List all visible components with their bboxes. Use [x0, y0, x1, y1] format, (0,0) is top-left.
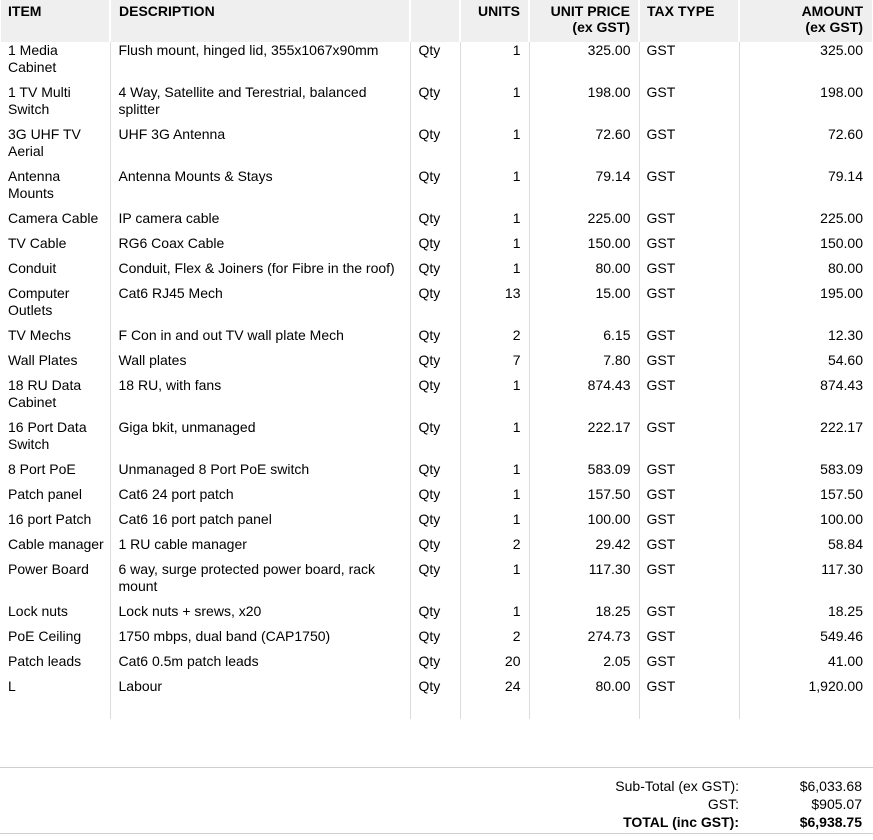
cell-unit-price: 274.73: [529, 628, 639, 653]
cell-units: 1: [460, 511, 529, 536]
cell-description: 1750 mbps, dual band (CAP1750): [110, 628, 410, 653]
spacer-cell: [1, 703, 110, 719]
cell-item: 16 Port Data Switch: [1, 419, 110, 461]
cell-units: 1: [460, 419, 529, 461]
cell-unit-price: 6.15: [529, 327, 639, 352]
cell-unit-price: 18.25: [529, 603, 639, 628]
cell-amount: 54.60: [827, 352, 863, 368]
cell-item: TV Cable: [1, 235, 110, 260]
cell-item: Power Board: [1, 561, 110, 603]
cell-units: 1: [460, 210, 529, 235]
cell-amount: 195.00: [820, 285, 863, 301]
cell-amount: 79.14: [827, 168, 863, 184]
cell-units: 1: [460, 561, 529, 603]
header-unit-blank: [410, 0, 460, 42]
cell-unit: Qty: [410, 84, 460, 126]
totals-section: [0, 767, 873, 840]
cell-units: 1: [460, 126, 529, 168]
cell-amount: 117.30: [821, 561, 863, 577]
header-amount: [739, 0, 872, 42]
cell-unit-price: 225.00: [529, 210, 639, 235]
gst-row: [0, 796, 873, 813]
table-row: [1, 126, 872, 168]
cell-tax-type: GST: [639, 260, 739, 285]
cell-description: Cat6 24 port patch: [110, 486, 410, 511]
cell-description: Unmanaged 8 Port PoE switch: [110, 461, 410, 486]
cell-amount: 150.00: [820, 235, 863, 251]
cell-unit-price: 150.00: [529, 235, 639, 260]
cell-item: 3G UHF TV Aerial: [1, 126, 110, 168]
cell-tax-type: GST: [639, 377, 739, 419]
cell-unit-price: 7.80: [529, 352, 639, 377]
total-row: [0, 814, 873, 831]
table-row: [1, 327, 872, 352]
cell-unit: Qty: [410, 419, 460, 461]
cell-unit-price: 117.30: [529, 561, 639, 603]
cell-amount: 58.84: [827, 536, 863, 552]
cell-item: Patch leads: [1, 653, 110, 678]
cell-description: Cat6 RJ45 Mech: [110, 285, 410, 327]
header-unit-price-line2: (ex GST): [572, 19, 630, 35]
cell-unit-price: 80.00: [529, 678, 639, 703]
spacer-cell: [639, 703, 739, 719]
table-row: [1, 561, 872, 603]
cell-description: Cat6 16 port patch panel: [110, 511, 410, 536]
cell-units: 1: [460, 168, 529, 210]
header-description: DESCRIPTION: [110, 0, 410, 42]
cell-unit: Qty: [410, 561, 460, 603]
cell-amount: 18.25: [827, 603, 863, 619]
cell-unit-price: 874.43: [529, 377, 639, 419]
table-row: [1, 536, 872, 561]
cell-item: 1 TV Multi Switch: [1, 84, 110, 126]
cell-unit-price: 157.50: [529, 486, 639, 511]
table-row: [1, 678, 872, 703]
total-value: $6,938.75: [799, 814, 862, 830]
cell-item: Camera Cable: [1, 210, 110, 235]
cell-unit: Qty: [410, 285, 460, 327]
cell-item: PoE Ceiling: [1, 628, 110, 653]
cell-unit: Qty: [410, 377, 460, 419]
table-row: [1, 210, 872, 235]
cell-amount: 874.43: [820, 377, 863, 393]
cell-units: 1: [460, 260, 529, 285]
cell-tax-type: GST: [639, 84, 739, 126]
cell-item: TV Mechs: [1, 327, 110, 352]
cell-unit: Qty: [410, 168, 460, 210]
cell-tax-type: GST: [639, 285, 739, 327]
table-body: [1, 42, 872, 719]
cell-amount: 225.00: [820, 210, 863, 226]
cell-item: Computer Outlets: [1, 285, 110, 327]
table-row: [1, 285, 872, 327]
cell-tax-type: GST: [639, 327, 739, 352]
cell-unit: Qty: [410, 352, 460, 377]
cell-description: Labour: [110, 678, 410, 703]
cell-amount: 1,920.00: [808, 678, 863, 694]
table-row: [1, 352, 872, 377]
cell-unit: Qty: [410, 210, 460, 235]
cell-description: 1 RU cable manager: [110, 536, 410, 561]
subtotal-label: Sub-Total (ex GST):: [615, 778, 739, 794]
table-header: [1, 0, 872, 42]
cell-tax-type: GST: [639, 419, 739, 461]
cell-unit: Qty: [410, 235, 460, 260]
cell-amount: 157.50: [820, 486, 863, 502]
cell-tax-type: GST: [639, 678, 739, 703]
cell-amount: 325.00: [820, 42, 863, 58]
total-label: TOTAL (inc GST):: [623, 814, 739, 830]
cell-tax-type: GST: [639, 511, 739, 536]
cell-description: RG6 Coax Cable: [110, 235, 410, 260]
table-row: [1, 653, 872, 678]
table-row: [1, 461, 872, 486]
table-row: [1, 377, 872, 419]
cell-units: 1: [460, 461, 529, 486]
header-unit-price-line1: UNIT PRICE: [550, 3, 630, 19]
cell-description: Cat6 0.5m patch leads: [110, 653, 410, 678]
cell-unit-price: 198.00: [529, 84, 639, 126]
spacer-cell: [110, 703, 410, 719]
cell-units: 13: [460, 285, 529, 327]
table-row: [1, 628, 872, 653]
cell-tax-type: GST: [639, 235, 739, 260]
cell-item: Antenna Mounts: [1, 168, 110, 210]
spacer-cell: [460, 703, 529, 719]
gst-value: $905.07: [811, 796, 862, 812]
cell-tax-type: GST: [639, 168, 739, 210]
cell-units: 1: [460, 377, 529, 419]
cell-amount: 198.00: [820, 84, 863, 100]
cell-tax-type: GST: [639, 210, 739, 235]
cell-amount: 583.09: [820, 461, 863, 477]
header-tax-type: TAX TYPE: [639, 0, 739, 42]
spacer-cell: [410, 703, 460, 719]
cell-unit: Qty: [410, 486, 460, 511]
cell-unit-price: 72.60: [529, 126, 639, 168]
subtotal-value: $6,033.68: [799, 778, 862, 794]
cell-units: 2: [460, 536, 529, 561]
cell-unit-price: 325.00: [529, 42, 639, 84]
cell-amount: 222.17: [820, 419, 863, 435]
cell-unit: Qty: [410, 42, 460, 84]
cell-unit-price: 15.00: [529, 285, 639, 327]
cell-unit: Qty: [410, 260, 460, 285]
table-row: [1, 42, 872, 84]
cell-tax-type: GST: [639, 653, 739, 678]
table-row: [1, 235, 872, 260]
cell-tax-type: GST: [639, 126, 739, 168]
cell-item: 18 RU Data Cabinet: [1, 377, 110, 419]
cell-description: UHF 3G Antenna: [110, 126, 410, 168]
cell-item: 16 port Patch: [1, 511, 110, 536]
cell-unit: Qty: [410, 536, 460, 561]
line-items-table: [1, 0, 872, 719]
header-unit-price: [529, 0, 639, 42]
spacer-cell: [529, 703, 639, 719]
cell-item: 8 Port PoE: [1, 461, 110, 486]
cell-amount: 41.00: [827, 653, 863, 669]
header-units: UNITS: [460, 0, 529, 42]
cell-description: Giga bkit, unmanaged: [110, 419, 410, 461]
table-row: [1, 603, 872, 628]
cell-amount: 549.46: [820, 628, 863, 644]
cell-tax-type: GST: [639, 352, 739, 377]
cell-description: Conduit, Flex & Joiners (for Fibre in the roof): [110, 260, 410, 285]
cell-unit-price: 100.00: [529, 511, 639, 536]
cell-item: Lock nuts: [1, 603, 110, 628]
cell-description: 4 Way, Satellite and Terestrial, balanced splitter: [110, 84, 410, 126]
cell-description: 18 RU, with fans: [110, 377, 410, 419]
cell-amount: 72.60: [827, 126, 863, 142]
table-row: [1, 260, 872, 285]
cell-description: Lock nuts + srews, x20: [110, 603, 410, 628]
subtotal-row: [0, 778, 873, 795]
cell-unit-price: 583.09: [529, 461, 639, 486]
cell-amount: 12.30: [827, 327, 863, 343]
cell-description: 6 way, surge protected power board, rack mount: [110, 561, 410, 603]
cell-tax-type: GST: [639, 628, 739, 653]
cell-units: 2: [460, 327, 529, 352]
header-amount-line1: AMOUNT: [801, 3, 863, 19]
cell-unit-price: 29.42: [529, 536, 639, 561]
cell-item: L: [1, 678, 110, 703]
cell-unit: Qty: [410, 628, 460, 653]
cell-amount: 100.00: [820, 511, 863, 527]
cell-units: 1: [460, 235, 529, 260]
header-item: ITEM: [1, 0, 110, 42]
cell-units: 2: [460, 628, 529, 653]
table-row: [1, 511, 872, 536]
cell-unit-price: 2.05: [529, 653, 639, 678]
cell-item: Wall Plates: [1, 352, 110, 377]
cell-tax-type: GST: [639, 536, 739, 561]
cell-tax-type: GST: [639, 561, 739, 603]
cell-unit: Qty: [410, 126, 460, 168]
cell-unit: Qty: [410, 327, 460, 352]
table-row: [1, 168, 872, 210]
cell-description: Antenna Mounts & Stays: [110, 168, 410, 210]
gst-label: GST:: [707, 796, 739, 812]
table-row: [1, 84, 872, 126]
cell-item: Conduit: [1, 260, 110, 285]
cell-item: 1 Media Cabinet: [1, 42, 110, 84]
cell-item: Patch panel: [1, 486, 110, 511]
cell-unit: Qty: [410, 678, 460, 703]
cell-unit: Qty: [410, 603, 460, 628]
cell-unit-price: 80.00: [529, 260, 639, 285]
cell-unit-price: 79.14: [529, 168, 639, 210]
cell-unit: Qty: [410, 653, 460, 678]
cell-units: 7: [460, 352, 529, 377]
cell-tax-type: GST: [639, 486, 739, 511]
cell-units: 1: [460, 42, 529, 84]
cell-units: 1: [460, 603, 529, 628]
table-row: [1, 486, 872, 511]
cell-units: 1: [460, 84, 529, 126]
cell-description: Flush mount, hinged lid, 355x1067x90mm: [110, 42, 410, 84]
spacer-cell: [739, 703, 872, 719]
cell-description: IP camera cable: [110, 210, 410, 235]
cell-tax-type: GST: [639, 42, 739, 84]
cell-unit: Qty: [410, 511, 460, 536]
table-row: [1, 419, 872, 461]
cell-units: 24: [460, 678, 529, 703]
cell-amount: 80.00: [827, 260, 863, 276]
cell-unit: Qty: [410, 461, 460, 486]
cell-tax-type: GST: [639, 603, 739, 628]
cell-tax-type: GST: [639, 461, 739, 486]
bottom-rule: [0, 833, 873, 834]
cell-description: Wall plates: [110, 352, 410, 377]
table-spacer-row: [1, 703, 872, 719]
cell-units: 20: [460, 653, 529, 678]
cell-units: 1: [460, 486, 529, 511]
cell-description: F Con in and out TV wall plate Mech: [110, 327, 410, 352]
cell-item: Cable manager: [1, 536, 110, 561]
cell-unit-price: 222.17: [529, 419, 639, 461]
header-amount-line2: (ex GST): [805, 19, 863, 35]
